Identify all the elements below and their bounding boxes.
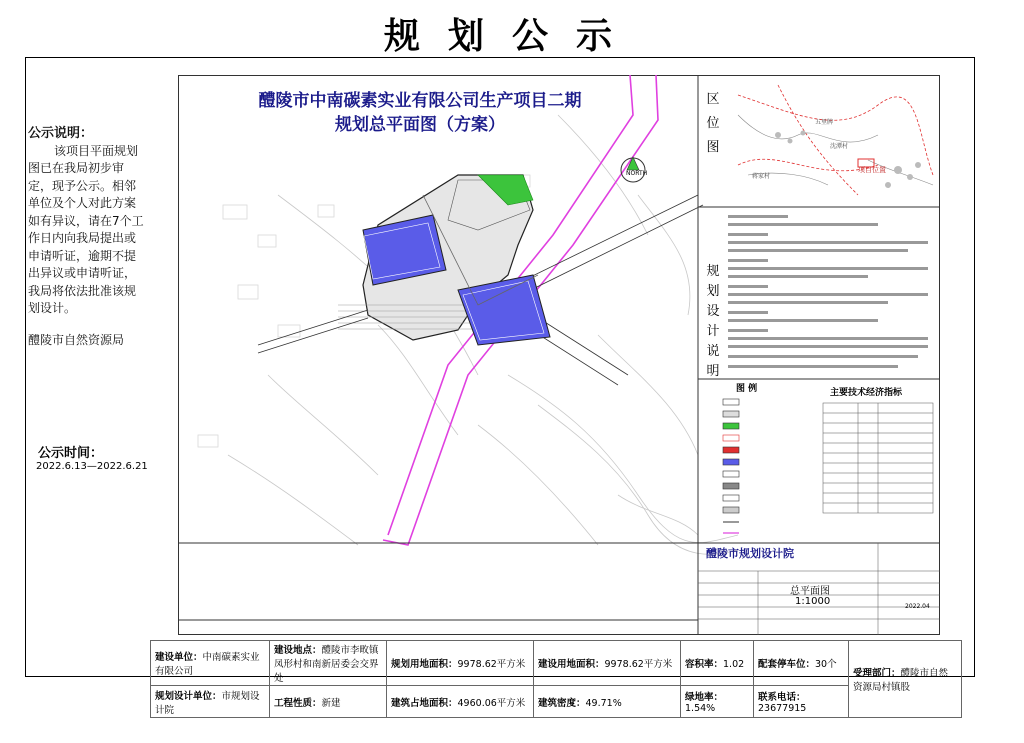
location-map-label: 区位图	[706, 92, 720, 155]
notice-body: 该项目平面规划图已在我局初步审定，现予公示。相邻单位及个人对此方案如有异议，请在7个工作日内向我局提出或申请听证，逾期不提出异议或申请听证，我局将依法批准该规划设计。	[28, 143, 144, 315]
density-cell: 建筑密度：49.71%	[534, 686, 681, 718]
notice-panel	[28, 125, 146, 349]
site-cell: 建设地点：醴陵市李畋镇凤形村和南新居委会交界处	[270, 641, 387, 686]
notice-time-label: 公示时间：	[38, 446, 104, 461]
dept-cell: 受理部门：醴陵市自然资源局村镇股	[849, 641, 962, 718]
north-label: NORTH	[626, 170, 648, 177]
construction-unit-cell: 建设单位：中南碳素实业有限公司	[151, 641, 270, 686]
green-cell: 绿地率：1.54%	[681, 686, 754, 718]
design-unit-cell: 规划设计单位：市规划设计院	[151, 686, 270, 718]
legend-label: 图 例	[736, 384, 758, 394]
plan-land-cell: 规划用地面积：9978.62平方米	[387, 641, 534, 686]
page-title: 规划公示	[383, 15, 640, 57]
drawing-date: 2022.04	[905, 603, 930, 610]
notice-org: 醴陵市自然资源局	[28, 332, 125, 347]
site-plot	[338, 175, 550, 345]
design-notes-label: 规划设计说明	[706, 264, 720, 379]
design-notes-text	[728, 215, 928, 368]
legend-swatches	[723, 399, 739, 533]
notice-time-value: 2022.6.13—2022.6.21	[36, 461, 148, 472]
nature-cell: 工程性质：新建	[270, 686, 387, 718]
designer-name: 醴陵市规划设计院	[706, 547, 794, 560]
plan-drawing	[178, 75, 940, 635]
plan-title-line2: 规划总平面图（方案）	[335, 115, 505, 135]
phone-cell: 联系电话：23677915	[754, 686, 849, 718]
loc-label-3: 蒋家村	[752, 173, 771, 180]
drawing-scale: 1:1000	[795, 596, 831, 607]
far-cell: 容积率：1.02	[681, 641, 754, 686]
project-info-table	[150, 640, 962, 718]
build-land-cell: 建设用地面积：9978.62平方米	[534, 641, 681, 686]
sheet-name: 总平面图	[790, 586, 830, 597]
project-location-label: 项目位置	[858, 166, 886, 174]
tech-indicator-table	[823, 403, 933, 513]
tech-table-title: 主要技术经济指标	[830, 388, 903, 398]
loc-label-2: 沈潭村	[830, 143, 849, 150]
plan-title-line1: 醴陵市中南碳素实业有限公司生产项目二期	[258, 91, 582, 111]
parking-cell: 配套停车位：30个	[754, 641, 849, 686]
footprint-cell: 建筑占地面积：4960.06平方米	[387, 686, 534, 718]
plan-title	[210, 89, 630, 137]
notice-heading: 公示说明：	[28, 126, 94, 141]
loc-label-1: 五里牌	[815, 119, 834, 126]
